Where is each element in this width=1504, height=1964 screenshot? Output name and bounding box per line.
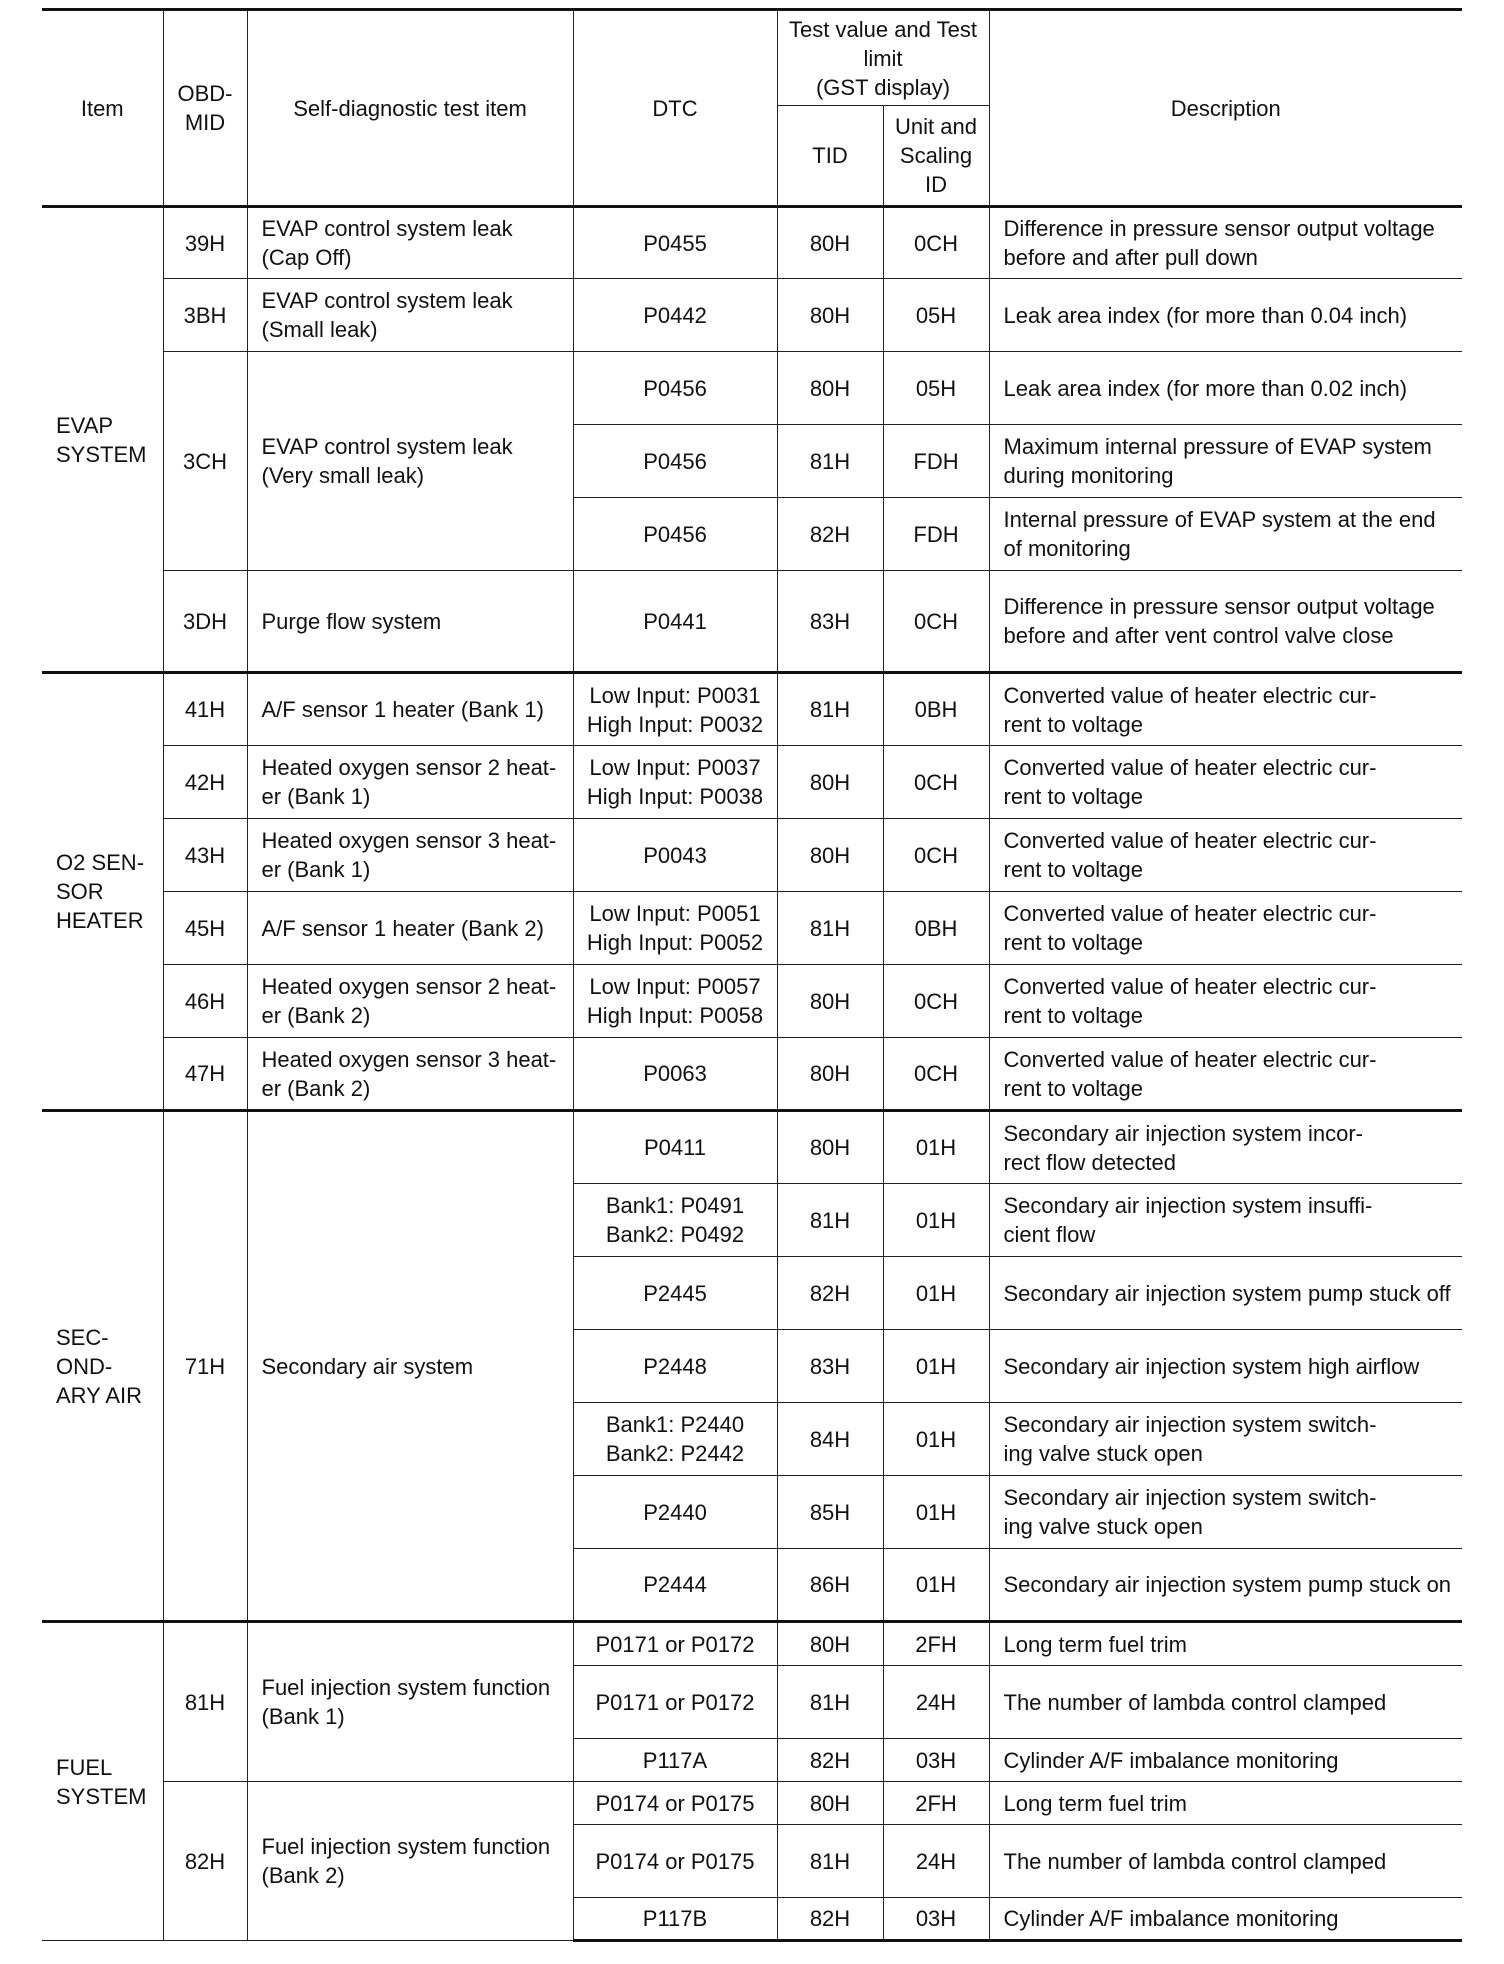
header-dtc: DTC	[573, 10, 777, 207]
dtc-cell: P2444	[573, 1549, 777, 1622]
dtc-cell: P0171 or P0172	[573, 1666, 777, 1739]
tid-cell: 80H	[777, 207, 883, 279]
description-cell: Long term fuel trim	[989, 1622, 1462, 1666]
header-obd-mid: OBD- MID	[163, 10, 247, 207]
unit-scaling-cell: 01H	[883, 1403, 989, 1476]
description-cell: Maximum internal pressure of EVAP system during monitoring	[989, 425, 1462, 498]
dtc-cell: P0455	[573, 207, 777, 279]
table-row	[42, 892, 1462, 965]
obd-mid-cell: 82H	[163, 1782, 247, 1941]
tid-cell: 82H	[777, 1898, 883, 1941]
dtc-cell: P0063	[573, 1038, 777, 1111]
tid-cell: 83H	[777, 571, 883, 673]
header-description: Description	[989, 10, 1462, 207]
tid-cell: 85H	[777, 1476, 883, 1549]
header-test-item: Self-diagnostic test item	[247, 10, 573, 207]
unit-scaling-cell: 0CH	[883, 746, 989, 819]
dtc-cell: P117B	[573, 1898, 777, 1941]
table-row	[42, 746, 1462, 819]
unit-scaling-cell: 01H	[883, 1330, 989, 1403]
obd-mid-cell: 46H	[163, 965, 247, 1038]
unit-scaling-cell: 24H	[883, 1825, 989, 1898]
test-item-cell: EVAP control system leak (Small leak)	[247, 279, 573, 352]
description-cell: Secondary air injection system insuffi- cient flow	[989, 1184, 1462, 1257]
tid-cell: 82H	[777, 1739, 883, 1782]
unit-scaling-cell: 01H	[883, 1111, 989, 1184]
dtc-cell: P0174 or P0175	[573, 1782, 777, 1825]
unit-scaling-cell: 0CH	[883, 819, 989, 892]
description-cell: Internal pressure of EVAP system at the end of monitoring	[989, 498, 1462, 571]
dtc-cell: P0456	[573, 498, 777, 571]
tid-cell: 81H	[777, 425, 883, 498]
table-row	[42, 1038, 1462, 1111]
description-cell: Difference in pressure sensor output voltage before and after pull down	[989, 207, 1462, 279]
header-tid: TID	[777, 106, 883, 207]
group-label: SEC- OND- ARY AIR	[42, 1111, 163, 1622]
tid-cell: 80H	[777, 1782, 883, 1825]
tid-cell: 83H	[777, 1330, 883, 1403]
dtc-cell: Low Input: P0037 High Input: P0038	[573, 746, 777, 819]
test-item-cell: A/F sensor 1 heater (Bank 1)	[247, 673, 573, 746]
description-cell: Converted value of heater electric cur- rent to voltage	[989, 965, 1462, 1038]
test-item-cell: Purge flow system	[247, 571, 573, 673]
tid-cell: 80H	[777, 819, 883, 892]
unit-scaling-cell: 01H	[883, 1549, 989, 1622]
test-item-cell: A/F sensor 1 heater (Bank 2)	[247, 892, 573, 965]
dtc-cell: Low Input: P0051 High Input: P0052	[573, 892, 777, 965]
tid-cell: 81H	[777, 1184, 883, 1257]
description-cell: The number of lambda control clamped	[989, 1825, 1462, 1898]
dtc-cell: P0442	[573, 279, 777, 352]
tid-cell: 81H	[777, 1825, 883, 1898]
dtc-cell: P2445	[573, 1257, 777, 1330]
table-row	[42, 352, 1462, 425]
description-cell: Difference in pressure sensor output voltage before and after vent control valve close	[989, 571, 1462, 673]
header-test-value: Test value and Test limit (GST display)	[777, 10, 989, 106]
table-row	[42, 1782, 1462, 1825]
description-cell: The number of lambda control clamped	[989, 1666, 1462, 1739]
tid-cell: 80H	[777, 965, 883, 1038]
dtc-cell: Low Input: P0057 High Input: P0058	[573, 965, 777, 1038]
obd-mid-cell: 3CH	[163, 352, 247, 571]
test-item-cell: Heated oxygen sensor 3 heat- er (Bank 1)	[247, 819, 573, 892]
unit-scaling-cell: 0CH	[883, 965, 989, 1038]
obd-monitor-table	[42, 8, 1462, 1942]
description-cell: Secondary air injection system pump stuck on	[989, 1549, 1462, 1622]
tid-cell: 80H	[777, 279, 883, 352]
unit-scaling-cell: FDH	[883, 425, 989, 498]
dtc-cell: Bank1: P0491 Bank2: P0492	[573, 1184, 777, 1257]
description-cell: Long term fuel trim	[989, 1782, 1462, 1825]
obd-mid-cell: 45H	[163, 892, 247, 965]
unit-scaling-cell: 0BH	[883, 673, 989, 746]
dtc-cell: P0174 or P0175	[573, 1825, 777, 1898]
description-cell: Converted value of heater electric cur- rent to voltage	[989, 819, 1462, 892]
table-row	[42, 673, 1462, 746]
tid-cell: 81H	[777, 892, 883, 965]
obd-mid-cell: 47H	[163, 1038, 247, 1111]
unit-scaling-cell: 24H	[883, 1666, 989, 1739]
description-cell: Cylinder A/F imbalance monitoring	[989, 1739, 1462, 1782]
header-item: Item	[42, 10, 163, 207]
test-item-cell: EVAP control system leak (Cap Off)	[247, 207, 573, 279]
table-row	[42, 1111, 1462, 1184]
obd-mid-cell: 43H	[163, 819, 247, 892]
dtc-cell: P0411	[573, 1111, 777, 1184]
description-cell: Converted value of heater electric cur- rent to voltage	[989, 746, 1462, 819]
obd-mid-cell: 3DH	[163, 571, 247, 673]
dtc-cell: P117A	[573, 1739, 777, 1782]
obd-mid-cell: 71H	[163, 1111, 247, 1622]
unit-scaling-cell: 0CH	[883, 207, 989, 279]
tid-cell: 84H	[777, 1403, 883, 1476]
tid-cell: 80H	[777, 1038, 883, 1111]
header-unit-scaling: Unit and Scaling ID	[883, 106, 989, 207]
group-label: FUEL SYSTEM	[42, 1622, 163, 1941]
test-item-cell: Fuel injection system function (Bank 2)	[247, 1782, 573, 1941]
description-cell: Converted value of heater electric cur- rent to voltage	[989, 1038, 1462, 1111]
table-row	[42, 207, 1462, 279]
unit-scaling-cell: FDH	[883, 498, 989, 571]
tid-cell: 81H	[777, 673, 883, 746]
dtc-cell: Low Input: P0031 High Input: P0032	[573, 673, 777, 746]
description-cell: Secondary air injection system switch- ing valve stuck open	[989, 1476, 1462, 1549]
table-row	[42, 819, 1462, 892]
unit-scaling-cell: 01H	[883, 1184, 989, 1257]
unit-scaling-cell: 2FH	[883, 1782, 989, 1825]
dtc-cell: P0441	[573, 571, 777, 673]
tid-cell: 82H	[777, 498, 883, 571]
test-item-cell: Heated oxygen sensor 2 heat- er (Bank 1)	[247, 746, 573, 819]
tid-cell: 80H	[777, 1111, 883, 1184]
description-cell: Secondary air injection system incor- rect flow detected	[989, 1111, 1462, 1184]
description-cell: Leak area index (for more than 0.04 inch)	[989, 279, 1462, 352]
document-page	[42, 8, 1462, 1942]
test-item-cell: Secondary air system	[247, 1111, 573, 1622]
obd-mid-cell: 3BH	[163, 279, 247, 352]
dtc-cell: P2448	[573, 1330, 777, 1403]
test-item-cell: Fuel injection system function (Bank 1)	[247, 1622, 573, 1782]
unit-scaling-cell: 2FH	[883, 1622, 989, 1666]
unit-scaling-cell: 05H	[883, 279, 989, 352]
description-cell: Cylinder A/F imbalance monitoring	[989, 1898, 1462, 1941]
unit-scaling-cell: 0BH	[883, 892, 989, 965]
dtc-cell: P2440	[573, 1476, 777, 1549]
unit-scaling-cell: 0CH	[883, 571, 989, 673]
obd-mid-cell: 41H	[163, 673, 247, 746]
description-cell: Leak area index (for more than 0.02 inch)	[989, 352, 1462, 425]
table-row	[42, 571, 1462, 673]
tid-cell: 80H	[777, 1622, 883, 1666]
description-cell: Converted value of heater electric cur- rent to voltage	[989, 892, 1462, 965]
description-cell: Converted value of heater electric cur- rent to voltage	[989, 673, 1462, 746]
dtc-cell: P0043	[573, 819, 777, 892]
test-item-cell: EVAP control system leak (Very small leak)	[247, 352, 573, 571]
tid-cell: 80H	[777, 746, 883, 819]
test-item-cell: Heated oxygen sensor 2 heat- er (Bank 2)	[247, 965, 573, 1038]
tid-cell: 82H	[777, 1257, 883, 1330]
table-row	[42, 1622, 1462, 1666]
unit-scaling-cell: 0CH	[883, 1038, 989, 1111]
dtc-cell: P0456	[573, 425, 777, 498]
test-item-cell: Heated oxygen sensor 3 heat- er (Bank 2)	[247, 1038, 573, 1111]
table-row	[42, 965, 1462, 1038]
description-cell: Secondary air injection system high airflow	[989, 1330, 1462, 1403]
dtc-cell: Bank1: P2440 Bank2: P2442	[573, 1403, 777, 1476]
dtc-cell: P0171 or P0172	[573, 1622, 777, 1666]
description-cell: Secondary air injection system pump stuck off	[989, 1257, 1462, 1330]
dtc-cell: P0456	[573, 352, 777, 425]
unit-scaling-cell: 03H	[883, 1739, 989, 1782]
table-row	[42, 279, 1462, 352]
description-cell: Secondary air injection system switch- ing valve stuck open	[989, 1403, 1462, 1476]
group-label: EVAP SYSTEM	[42, 207, 163, 673]
unit-scaling-cell: 01H	[883, 1257, 989, 1330]
unit-scaling-cell: 03H	[883, 1898, 989, 1941]
tid-cell: 86H	[777, 1549, 883, 1622]
tid-cell: 81H	[777, 1666, 883, 1739]
obd-mid-cell: 42H	[163, 746, 247, 819]
unit-scaling-cell: 05H	[883, 352, 989, 425]
unit-scaling-cell: 01H	[883, 1476, 989, 1549]
obd-mid-cell: 39H	[163, 207, 247, 279]
obd-mid-cell: 81H	[163, 1622, 247, 1782]
tid-cell: 80H	[777, 352, 883, 425]
group-label: O2 SEN- SOR HEATER	[42, 673, 163, 1111]
